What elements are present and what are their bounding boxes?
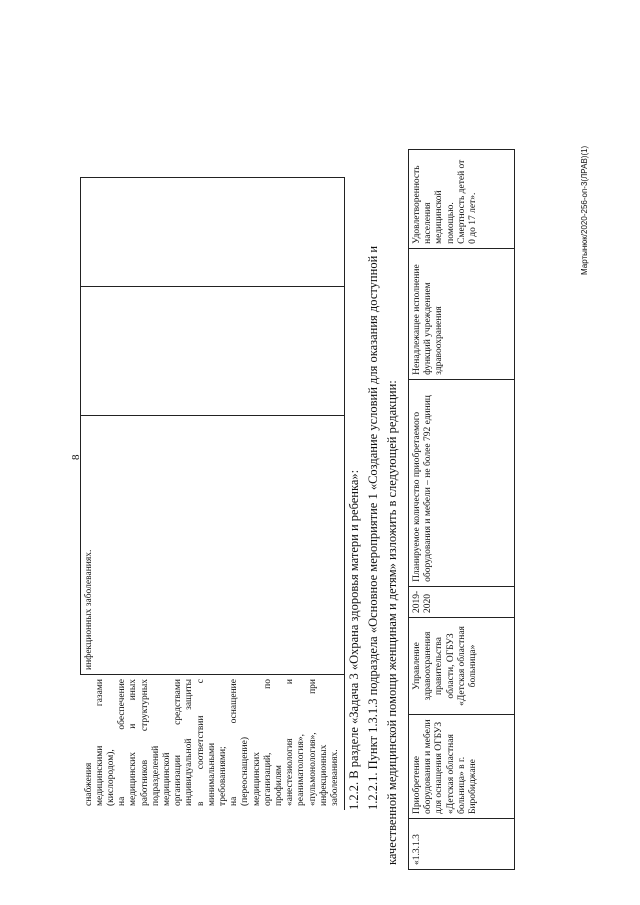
- description-line: индивидуальной защиты: [184, 679, 195, 806]
- description-line: на обеспечение: [117, 679, 128, 806]
- description-line: требованиями;: [217, 746, 228, 806]
- top-cell-indicator: [81, 178, 345, 287]
- description-line: в соответствии с: [195, 679, 206, 806]
- description-line: медицинских и иных: [128, 679, 139, 806]
- page-number: 8: [70, 454, 82, 460]
- document-footer: Мартынюк/2020-256-оп-3(ЛРАВ)(1): [580, 145, 589, 275]
- description-line: медицинской: [161, 752, 172, 806]
- description-line: подразделений: [150, 745, 161, 806]
- cell-period: 2019-2020: [409, 586, 515, 617]
- description-line: «анестезиология и: [285, 679, 296, 806]
- top-table-fragment: [80, 177, 345, 810]
- cell-consequence: Ненадлежащее исполнение функций учреждением здравоохранения: [409, 248, 515, 379]
- item-text-line-2: качественной медицинской помощи женщинам и детям» изложить в следующей редакции:: [385, 380, 399, 865]
- description-line: организации средствами: [173, 679, 184, 806]
- top-cell-description-text: [84, 679, 342, 806]
- top-cell-description: [81, 675, 345, 811]
- description-line: заболеваниях.: [329, 749, 340, 806]
- cell-indicator: Удовлетворенность населения медицинской помощью. Смертность детей от 0 до 17 лет».: [409, 149, 515, 248]
- description-line: профилям: [273, 765, 284, 806]
- cell-result: Планируемое количество приобретаемого оборудования и мебели – не более 792 единиц: [409, 379, 515, 586]
- description-line: снабжения: [83, 762, 94, 806]
- description-line: реаниматология»,: [296, 733, 307, 806]
- top-cell-result: инфекционных заболеваниях.: [81, 416, 345, 675]
- description-line: медицинскими газами: [94, 679, 105, 806]
- description-line: (переоснащение): [240, 736, 251, 806]
- description-line: минимальными: [206, 742, 217, 806]
- description-line: «пульмонология», при: [307, 679, 318, 806]
- description-line: организаций, по: [262, 679, 273, 806]
- description-line: (кислородом),: [105, 749, 116, 806]
- description-line: на оснащение: [229, 679, 240, 806]
- description-line: медицинских: [251, 752, 262, 806]
- cell-code: «1.3.1.3: [409, 819, 515, 870]
- item-text-line-1: 1.2.2.1. Пункт 1.3.1.3 подраздела «Основное мероприятие 1 «Создание условий для оказания доступной и: [366, 245, 380, 810]
- description-line: инфекционных: [318, 744, 329, 806]
- section-heading: 1.2.2. В разделе «Задача 3 «Охрана здоровья матери и ребенка»:: [347, 469, 361, 810]
- measure-table: [408, 149, 515, 870]
- top-cell-consequence: [81, 287, 345, 416]
- cell-measure-name: Приобретение оборудования и мебели для оснащения ОГБУЗ «Детская областная больница» в г. Биробиджане: [409, 715, 515, 819]
- cell-executor: Управление здравоохранения правительства области, ОГБУЗ «Детская областная больница»: [409, 618, 515, 715]
- description-line: работников структурных: [139, 679, 150, 806]
